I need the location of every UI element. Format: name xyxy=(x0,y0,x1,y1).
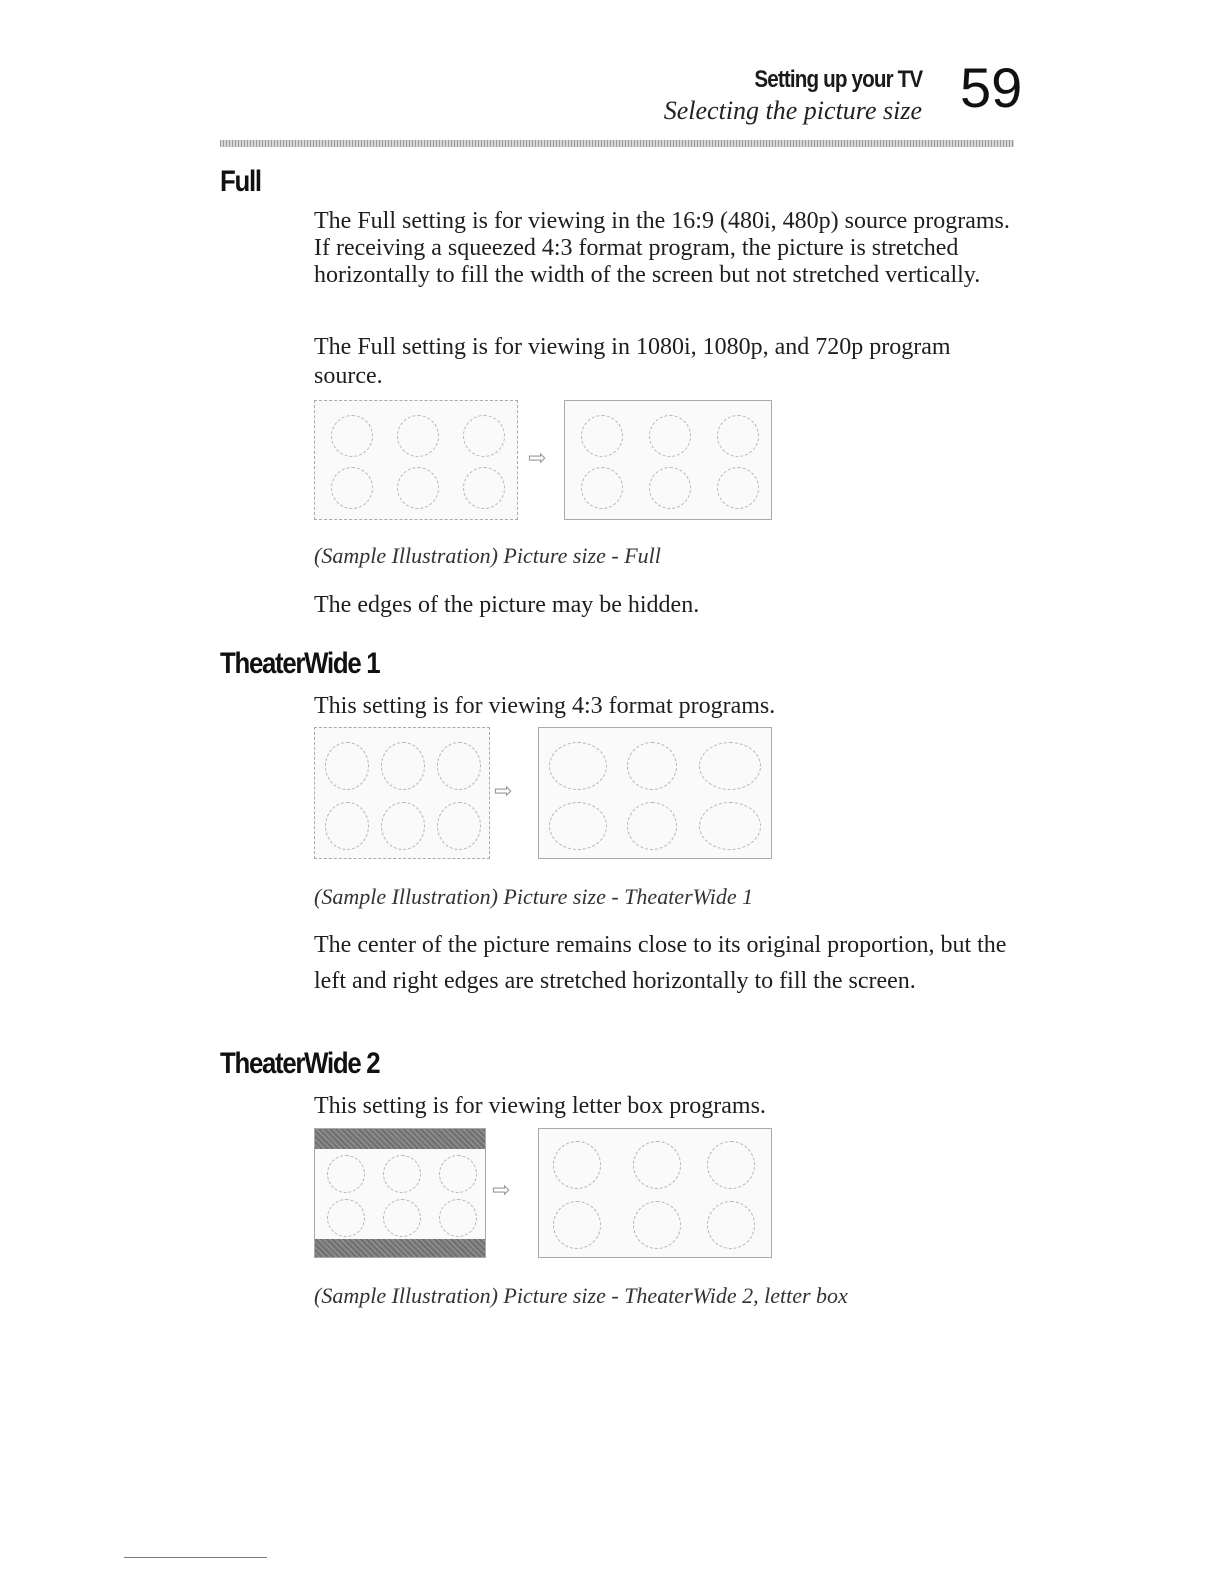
circle xyxy=(331,415,373,457)
circle xyxy=(717,415,759,457)
right-arrow-icon: ⇨ xyxy=(528,446,547,471)
circle xyxy=(581,415,623,457)
full-result-screen xyxy=(564,400,772,520)
circle xyxy=(627,802,677,850)
circle xyxy=(439,1155,477,1193)
theaterwide1-source-screen xyxy=(314,727,490,859)
theaterwide1-intro: This setting is for viewing 4:3 format programs. xyxy=(314,693,776,719)
heading-full: Full xyxy=(220,165,261,198)
circle xyxy=(383,1199,421,1237)
circle xyxy=(397,467,439,509)
page-number: 59 xyxy=(960,56,1023,119)
circle xyxy=(707,1141,755,1189)
circle xyxy=(463,467,505,509)
theaterwide2-caption: (Sample Illustration) Picture size - TheaterWide 2, letter box xyxy=(314,1283,848,1308)
theaterwide2-result-screen xyxy=(538,1128,772,1258)
chapter-title: Setting up your TV xyxy=(754,66,922,93)
full-paragraph-1: The Full setting is for viewing in the 16:9 (480i, 480p) source programs. If receiving a squeezed 4:3 format program, the picture is stretched horizontally to fill the width of the screen but not stretched vertically. xyxy=(314,208,1010,288)
circle xyxy=(699,742,761,790)
theaterwide1-result-screen xyxy=(538,727,772,859)
full-caption: (Sample Illustration) Picture size - Full xyxy=(314,543,661,568)
theaterwide1-caption: (Sample Illustration) Picture size - TheaterWide 1 xyxy=(314,884,754,909)
circle xyxy=(549,802,607,850)
circle xyxy=(649,415,691,457)
full-illustration xyxy=(314,400,774,522)
circle xyxy=(627,742,677,790)
full-paragraph-2: The Full setting is for viewing in 1080i, 1080p, and 720p program source. xyxy=(314,334,951,389)
circle xyxy=(397,415,439,457)
heading-theaterwide-1: TheaterWide 1 xyxy=(220,647,380,680)
letterbox-bar-top xyxy=(315,1129,485,1149)
letterbox-bar-bottom xyxy=(315,1239,485,1257)
circle xyxy=(707,1201,755,1249)
circle xyxy=(633,1201,681,1249)
right-arrow-icon: ⇨ xyxy=(492,1178,511,1203)
theaterwide1-illustration xyxy=(314,727,774,861)
circle xyxy=(699,802,761,850)
circle xyxy=(325,802,369,850)
section-title: Selecting the picture size xyxy=(663,96,922,125)
heading-theaterwide-2: TheaterWide 2 xyxy=(220,1047,380,1080)
theaterwide2-source-screen xyxy=(314,1128,486,1258)
circle xyxy=(633,1141,681,1189)
circle xyxy=(553,1141,601,1189)
header-divider xyxy=(220,140,1014,147)
circle xyxy=(325,742,369,790)
theaterwide2-intro: This setting is for viewing letter box programs. xyxy=(314,1093,766,1119)
circle xyxy=(439,1199,477,1237)
circle xyxy=(549,742,607,790)
circle xyxy=(717,467,759,509)
circle xyxy=(381,802,425,850)
circle xyxy=(383,1155,421,1193)
circle xyxy=(381,742,425,790)
circle xyxy=(553,1201,601,1249)
circle xyxy=(327,1155,365,1193)
theaterwide2-illustration xyxy=(314,1128,774,1260)
theaterwide1-description: The center of the picture remains close to its original proportion, but the left and right edges are stretched horizontally to fill the screen. xyxy=(314,932,1007,994)
circle xyxy=(327,1199,365,1237)
circle xyxy=(437,742,481,790)
full-source-screen xyxy=(314,400,518,520)
circle xyxy=(437,802,481,850)
circle xyxy=(581,467,623,509)
circle xyxy=(331,467,373,509)
circle xyxy=(649,467,691,509)
footer-divider xyxy=(124,1557,267,1558)
full-note: The edges of the picture may be hidden. xyxy=(314,592,700,618)
right-arrow-icon: ⇨ xyxy=(494,779,513,804)
circle xyxy=(463,415,505,457)
